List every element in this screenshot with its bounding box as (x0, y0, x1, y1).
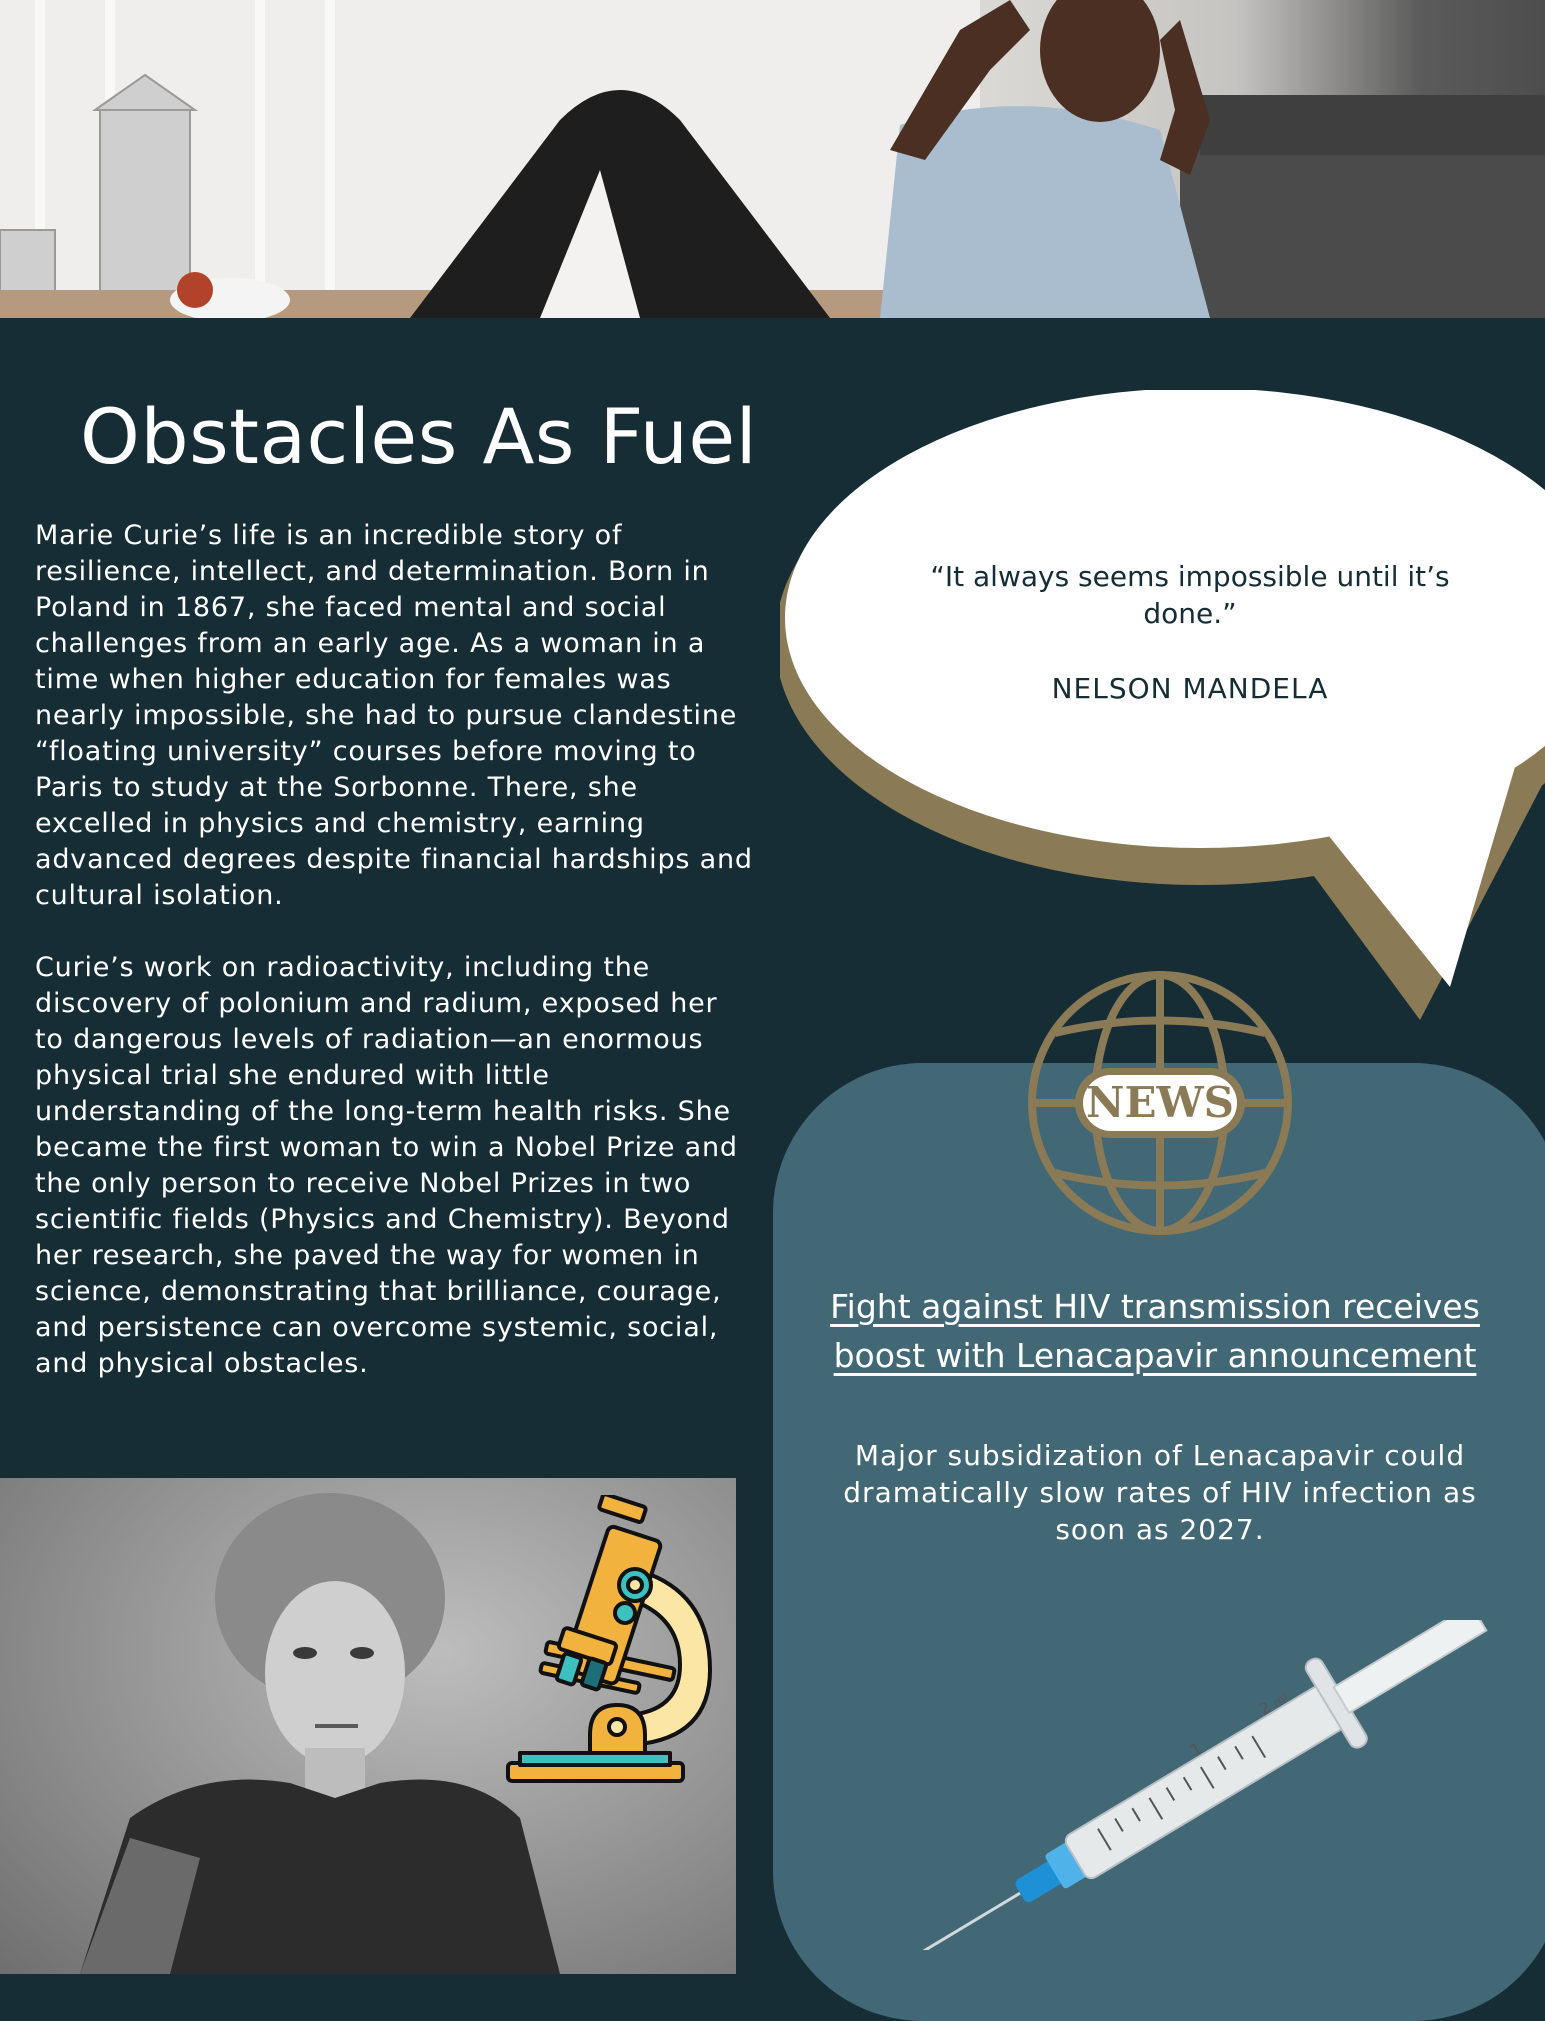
syringe-icon (880, 1620, 1520, 1950)
article-body (35, 518, 755, 1418)
globe-news-icon (1025, 968, 1295, 1238)
syringe-mark: 2 (1255, 1697, 1275, 1719)
microscope-icon (505, 1495, 725, 1785)
quote-author: NELSON MANDELA (1051, 672, 1329, 705)
article-paragraph: Marie Curie’s life is an incredible story of resilience, intellect, and determination. Born in Poland in 1867, she faced mental and social challenges from an early age. As a woman in a time when higher education for females was nearly impossible, she had to pursue clandestine “floating university” courses before moving to Paris to study at the Sorbonne. There, she excelled in physics and chemistry, earning advanced degrees despite financial hardships and cultural isolation. (35, 520, 753, 911)
article-title: Obstacles As Fuel (80, 392, 758, 481)
quote-text: “It always seems impossible until it’s done.” (930, 560, 1450, 630)
speech-bubble (780, 390, 1545, 1030)
news-headline[interactable]: Fight against HIV transmission receives boost with Lenacapavir announcement (830, 1287, 1480, 1375)
news-badge-label: NEWS (1086, 1078, 1234, 1127)
syringe-mark: 1 (1186, 1738, 1206, 1761)
syringe-mark: ml (1270, 1690, 1291, 1711)
article-paragraph: Curie’s work on radioactivity, including the discovery of polonium and radium, exposed her to dangerous levels of radiation—an enormous physical trial she endured with little understanding of the long-term health risks. She became the first woman to win a Nobel Prize and the only person to receive Nobel Prizes in two scientific fields (Physics and Chemistry). Beyond her research, she paved the way for women in science, demonstrating that brilliance, courage, and persistence can overcome systemic, social, and physical obstacles. (35, 952, 738, 1379)
news-summary: Major subsidization of Lenacapavir could dramatically slow rates of HIV infection as soon as 2027. (843, 1439, 1477, 1546)
hero-photo (0, 0, 1545, 318)
hero-photo-illustration (0, 0, 1545, 318)
